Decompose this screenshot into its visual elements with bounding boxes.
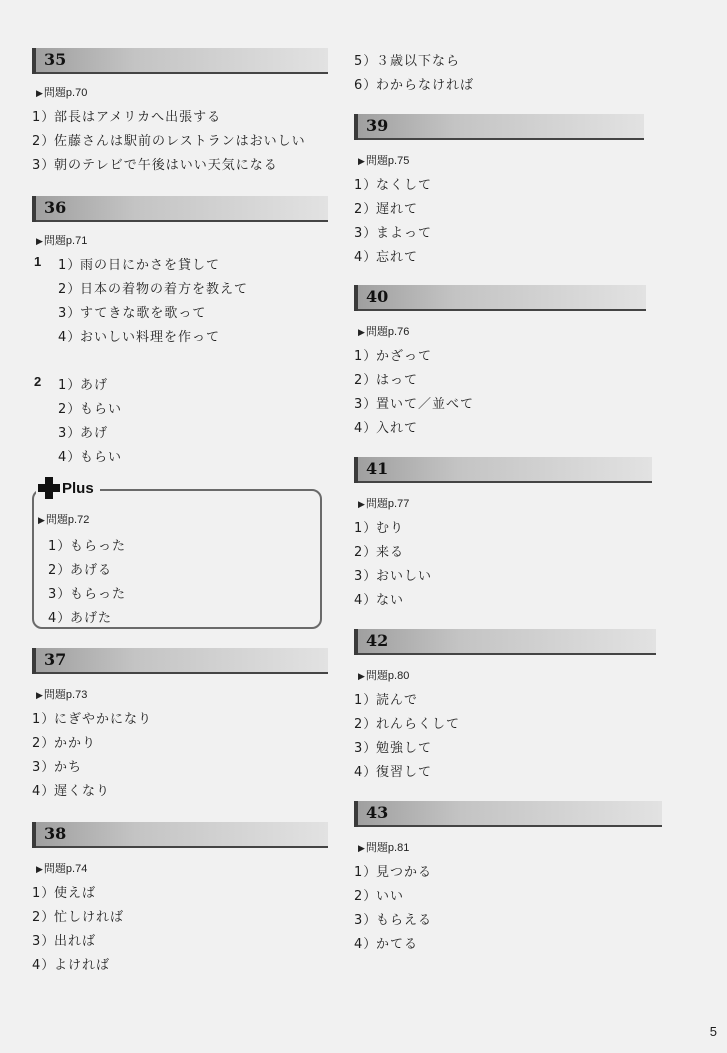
answer-item: 4）遅くなり bbox=[32, 784, 111, 799]
answer-item: 4）おいしい料理を作って bbox=[58, 330, 221, 345]
section-38 bbox=[32, 822, 328, 973]
problem-reference: ▶問題p.77 bbox=[358, 498, 410, 510]
triangle-icon: ▶ bbox=[358, 327, 365, 337]
group-number: 2 bbox=[34, 374, 42, 389]
problem-reference: ▶問題p.74 bbox=[36, 863, 88, 875]
section-number: 36 bbox=[44, 198, 67, 217]
section-42 bbox=[354, 629, 656, 780]
answer-item: 1）かざって bbox=[354, 349, 433, 364]
section-header bbox=[354, 114, 644, 140]
triangle-icon: ▶ bbox=[36, 690, 43, 700]
section-43 bbox=[354, 801, 662, 952]
triangle-icon: ▶ bbox=[38, 515, 45, 525]
section-37 bbox=[32, 648, 328, 799]
section-number: 42 bbox=[366, 631, 389, 650]
answer-item: 1）見つかる bbox=[354, 865, 433, 880]
answer-item: 3）出れば bbox=[32, 934, 97, 949]
section-number: 38 bbox=[44, 824, 67, 843]
problem-reference: ▶問題p.76 bbox=[358, 326, 410, 338]
answer-item: 1）雨の日にかさを貸して bbox=[58, 258, 221, 273]
answer-item: 3）もらえる bbox=[354, 913, 433, 928]
answer-item: 3）まよって bbox=[354, 226, 433, 241]
problem-reference: ▶問題p.73 bbox=[36, 689, 88, 701]
answer-item: 2）れんらくして bbox=[354, 717, 461, 732]
triangle-icon: ▶ bbox=[36, 864, 43, 874]
answer-item: 1）なくして bbox=[354, 178, 433, 193]
answer-item: 3）勉強して bbox=[354, 741, 433, 756]
section-40 bbox=[354, 285, 646, 436]
section-number: 43 bbox=[366, 803, 389, 822]
section-35 bbox=[32, 48, 328, 173]
answer-item: 1）使えば bbox=[32, 886, 97, 901]
answer-item: 4）忘れて bbox=[354, 250, 419, 265]
answer-item: 2）はって bbox=[354, 373, 419, 388]
page-number: 5 bbox=[709, 1024, 717, 1039]
answer-item: 3）かち bbox=[32, 760, 83, 775]
answer-item: 3）すてきな歌を歌って bbox=[58, 306, 207, 321]
answer-item: 2）いい bbox=[354, 889, 405, 904]
answer-item: 4）よければ bbox=[32, 958, 111, 973]
section-header bbox=[354, 629, 656, 655]
triangle-icon: ▶ bbox=[358, 156, 365, 166]
answer-item: 4）もらい bbox=[58, 450, 123, 465]
section-41 bbox=[354, 457, 652, 608]
section-number: 37 bbox=[44, 650, 67, 669]
answer-item: 2）来る bbox=[354, 545, 405, 560]
answer-item: 5）３歳以下なら bbox=[354, 54, 461, 69]
problem-reference: ▶問題p.72 bbox=[38, 514, 90, 526]
triangle-icon: ▶ bbox=[358, 499, 365, 509]
problem-reference: ▶問題p.81 bbox=[358, 842, 410, 854]
answer-item: 3）おいしい bbox=[354, 569, 433, 584]
section-header bbox=[32, 822, 328, 848]
plus-title bbox=[36, 477, 100, 499]
answer-item: 1）もらった bbox=[48, 539, 127, 554]
answer-item: 3）もらった bbox=[48, 587, 127, 602]
section-header bbox=[32, 48, 328, 74]
answer-item: 2）佐藤さんは駅前のレストランはおいしい bbox=[32, 134, 306, 149]
answer-item: 2）遅れて bbox=[354, 202, 419, 217]
section-header bbox=[32, 648, 328, 674]
answer-item: 1）部長はアメリカへ出張する bbox=[32, 110, 222, 125]
answer-item: 1）あげ bbox=[58, 378, 109, 393]
problem-reference: ▶問題p.75 bbox=[358, 155, 410, 167]
problem-reference: ▶問題p.70 bbox=[36, 87, 88, 99]
answer-item: 1）むり bbox=[354, 521, 405, 536]
group-number: 1 bbox=[34, 254, 42, 269]
answer-item: 2）忙しければ bbox=[32, 910, 125, 925]
triangle-icon: ▶ bbox=[36, 88, 43, 98]
section-number: 35 bbox=[44, 50, 67, 69]
section-number: 39 bbox=[366, 116, 389, 135]
answer-item: 6）わからなければ bbox=[354, 78, 475, 93]
section-39 bbox=[354, 114, 644, 265]
triangle-icon: ▶ bbox=[358, 843, 365, 853]
answer-item: 2）かかり bbox=[32, 736, 97, 751]
answer-item: 4）かてる bbox=[354, 937, 419, 952]
section-header bbox=[354, 457, 652, 483]
answer-item: 2）日本の着物の着方を教えて bbox=[58, 282, 249, 297]
problem-reference: ▶問題p.71 bbox=[36, 235, 88, 247]
plus-box bbox=[32, 479, 322, 629]
answer-item: 2）もらい bbox=[58, 402, 123, 417]
section-number: 41 bbox=[366, 459, 389, 478]
answer-item: 2）あげる bbox=[48, 563, 113, 578]
answer-item: 4）入れて bbox=[354, 421, 419, 436]
answer-item: 1）読んで bbox=[354, 693, 419, 708]
section-header bbox=[354, 285, 646, 311]
triangle-icon: ▶ bbox=[36, 236, 43, 246]
answer-item: 4）ない bbox=[354, 593, 405, 608]
answer-item: 3）朝のテレビで午後はいい天気になる bbox=[32, 158, 278, 173]
problem-reference: ▶問題p.80 bbox=[358, 670, 410, 682]
answer-item: 3）あげ bbox=[58, 426, 109, 441]
answer-item: 4）復習して bbox=[354, 765, 433, 780]
plus-icon bbox=[38, 477, 60, 499]
section-number: 40 bbox=[366, 287, 389, 306]
answer-item: 4）あげた bbox=[48, 611, 113, 626]
section-header bbox=[354, 801, 662, 827]
plus-label: Plus bbox=[62, 479, 94, 497]
section-36 bbox=[32, 196, 328, 465]
answer-item: 3）置いて／並べて bbox=[354, 397, 475, 412]
answer-item: 1）にぎやかになり bbox=[32, 712, 153, 727]
section-header bbox=[32, 196, 328, 222]
triangle-icon: ▶ bbox=[358, 671, 365, 681]
